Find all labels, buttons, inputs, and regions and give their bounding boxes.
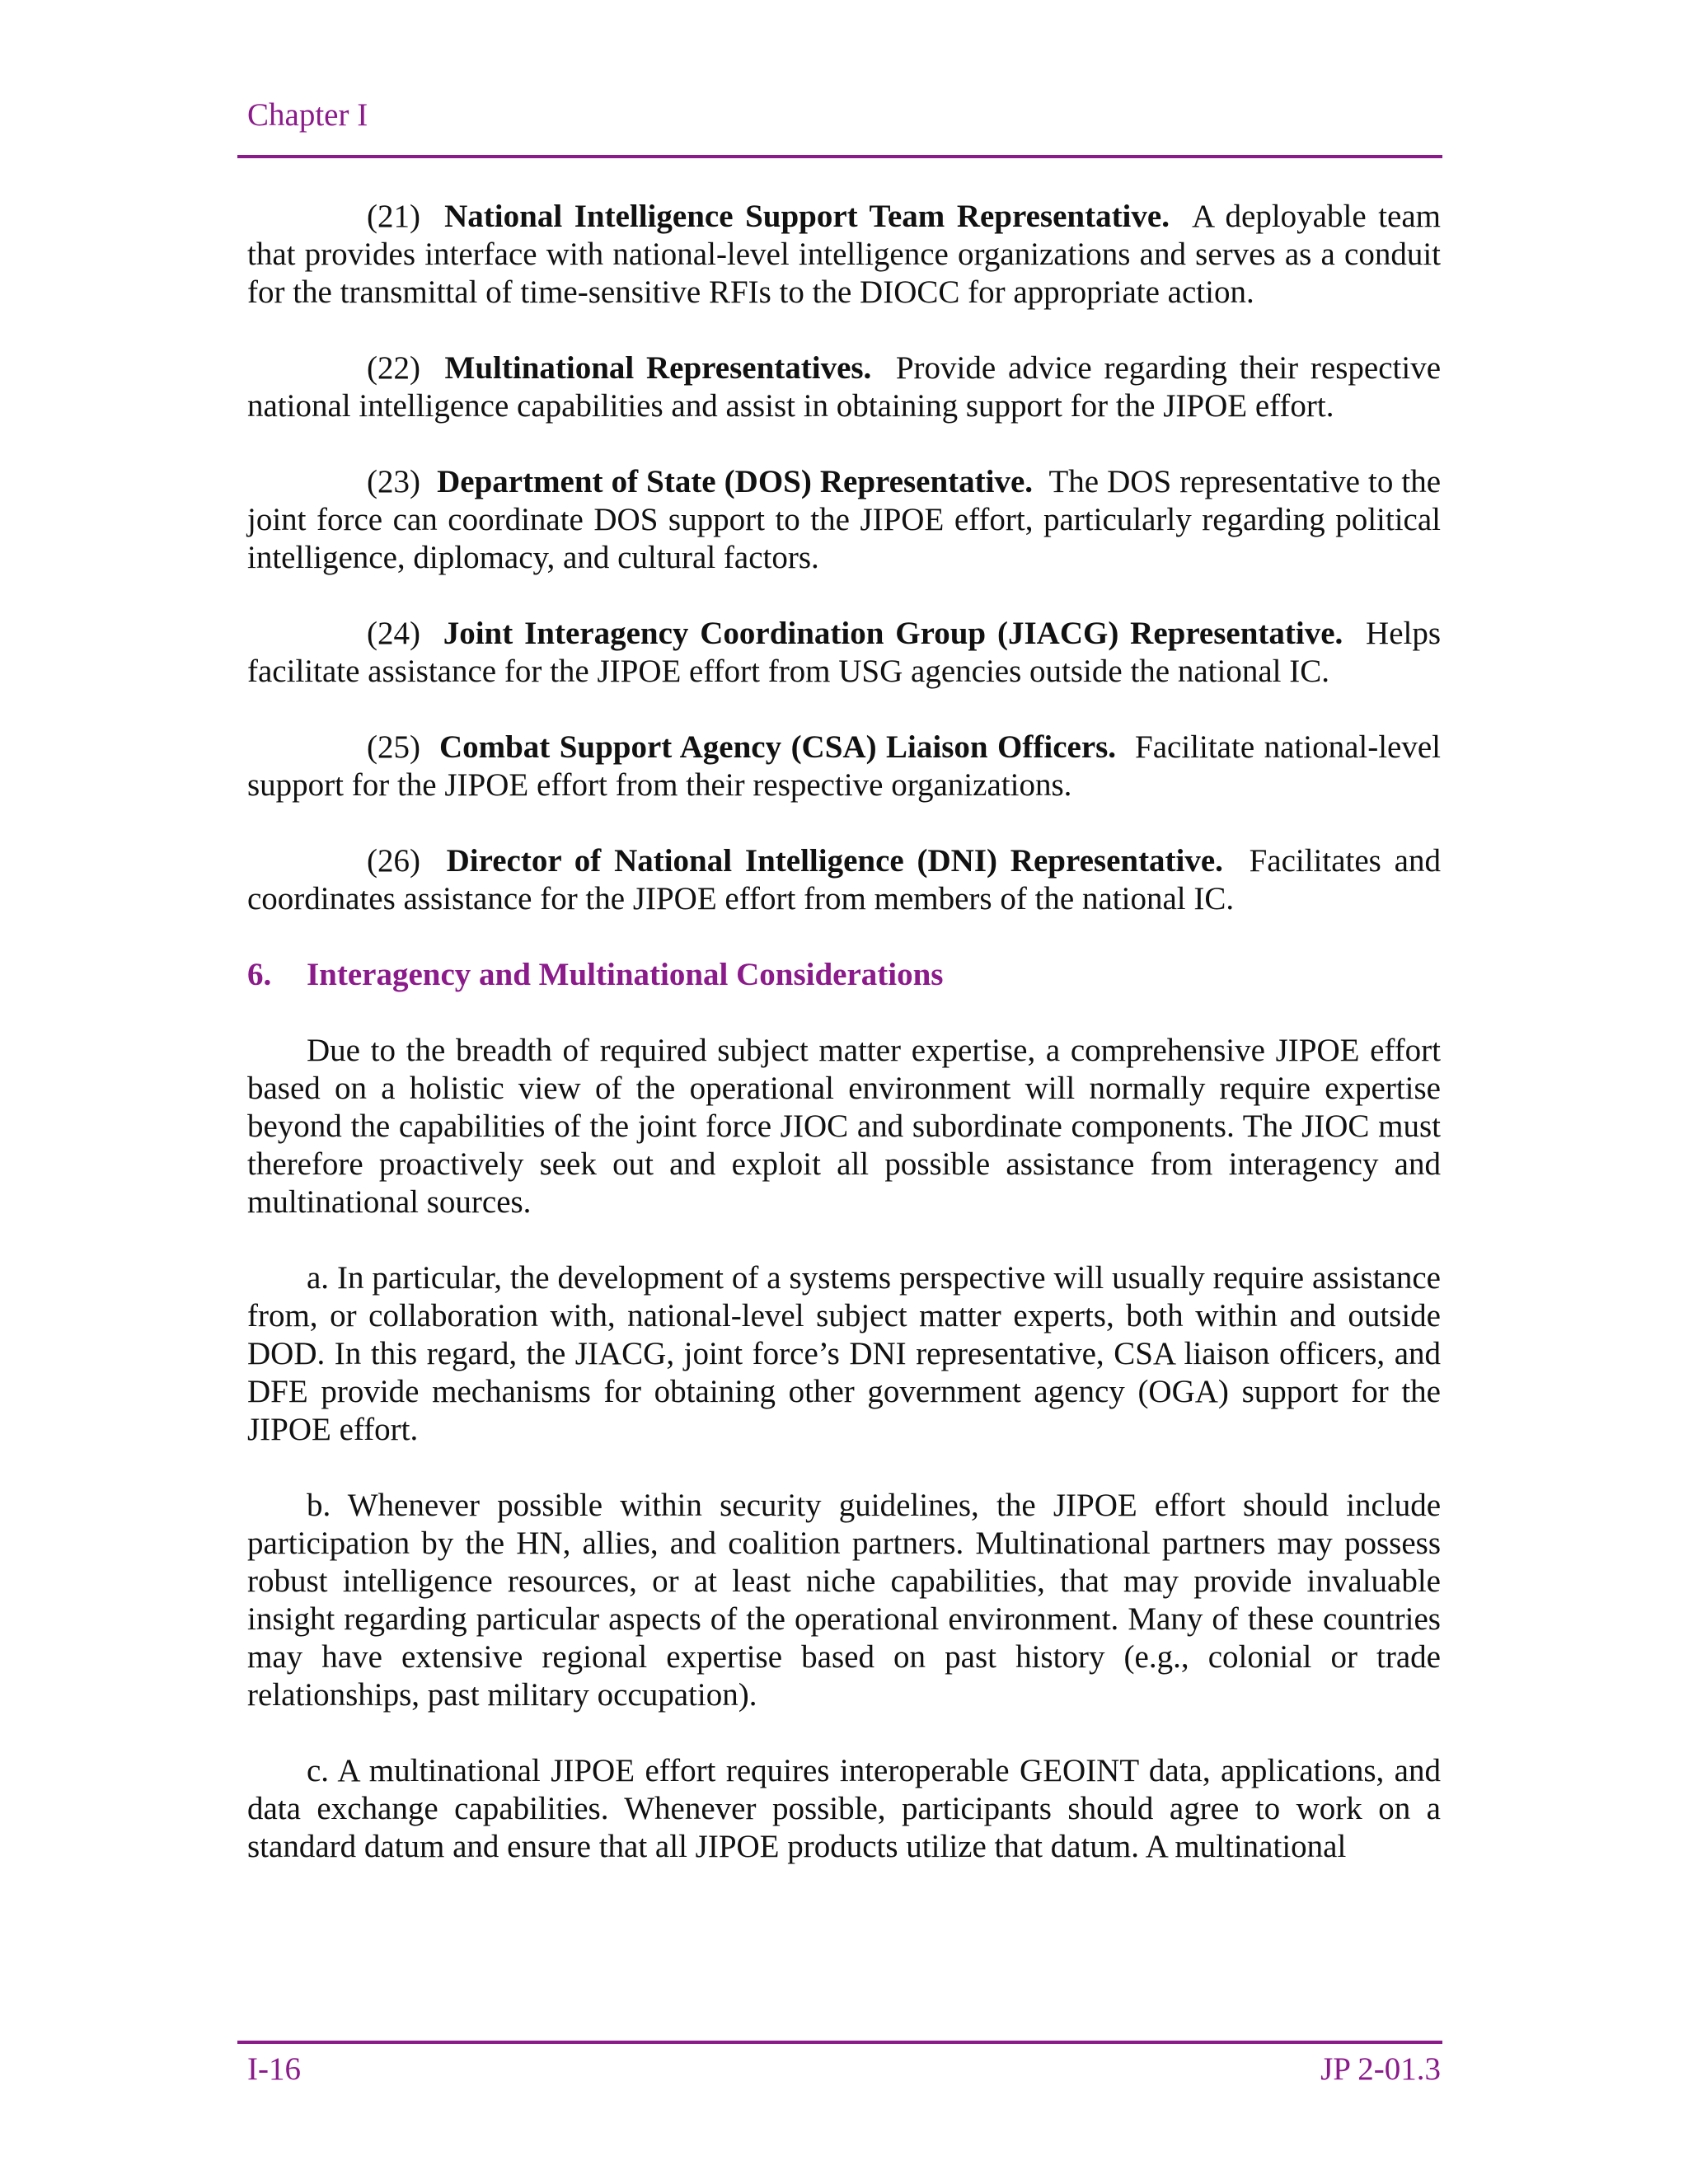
paragraph-number: (21) (367, 199, 420, 234)
paragraph-title: Director of National Intelligence (DNI) Representative. (446, 843, 1223, 879)
subparagraph-b: b. Whenever possible within security guidelines, the JIPOE effort should include participation by the HN, allies, and coalition partners. Multinational partners may possess robust intelligence resources, or at least niche capabilities, that may provide invaluable insight regarding particular aspects of the operational environment. Many of these countries may have extensive regional expertise based on past history (e.g., colonial or trade relationships, past military occupation). (247, 1488, 1441, 1713)
paragraph-title: Combat Support Agency (CSA) Liaison Officers. (438, 729, 1117, 765)
paragraph-title: Multinational Representatives. (444, 350, 872, 386)
publication-id: JP 2-01.3 (1320, 2051, 1441, 2087)
paragraph-text: Helps facilitate assistance for the JIPOE effort from USG agencies outside the national IC. (247, 616, 1442, 689)
paragraph-number: (25) (367, 729, 420, 765)
paragraph-title: Department of State (DOS) Representative. (437, 464, 1034, 499)
chapter-label: Chapter I (247, 97, 368, 133)
header-divider (237, 155, 1442, 158)
page-body (247, 198, 1441, 1904)
footer-divider (237, 2041, 1442, 2044)
paragraph-text: A deployable team that provides interface with national-level intelligence organizations and serves as a conduit for the transmittal of time-sensitive RFIs to the DIOCC for appropriate action. (247, 199, 1442, 310)
subparagraph-c: c. A multinational JIPOE effort requires interoperable GEOINT data, applications, and data exchange capabilities. Whenever possible, participants should agree to work on a standard datum and ensure that all JIPOE products utilize that datum. A multinational (247, 1753, 1441, 1864)
paragraph-title: National Intelligence Support Team Representative. (444, 199, 1170, 234)
paragraph-25 (247, 729, 1441, 804)
paragraph-text: Provide advice regarding their respective national intelligence capabilities and assist in obtaining support for the JIPOE effort. (247, 350, 1442, 424)
section-intro: Due to the breadth of required subject matter expertise, a comprehensive JIPOE effort based on a holistic view of the operational environment will normally require expertise beyond the capabilities of the joint force JIOC and subordinate components. The JIOC must therefore proactively seek out and exploit all possible assistance from interagency and multinational sources. (247, 1033, 1441, 1220)
subparagraph-a: a. In particular, the development of a systems perspective will usually require assistance from, or collaboration with, national-level subject matter experts, both within and outside DOD. In this regard, the JIACG, joint force’s DNI representative, CSA liaison officers, and DFE provide mechanisms for obtaining other government agency (OGA) support for the JIPOE effort. (247, 1260, 1441, 1447)
paragraph-23 (247, 463, 1441, 577)
paragraph-24 (247, 615, 1441, 691)
section-number: 6. (247, 957, 272, 992)
page-number: I-16 (247, 2051, 301, 2087)
paragraph-26 (247, 842, 1441, 918)
paragraph-text: The DOS representative to the joint force can coordinate DOS support to the JIPOE effort, particularly regarding political intelligence, diplomacy, and cultural factors. (247, 464, 1442, 575)
paragraph-21 (247, 198, 1441, 312)
paragraph-number: (22) (367, 350, 420, 386)
paragraph-number: (24) (367, 616, 420, 651)
paragraph-number: (23) (367, 464, 420, 499)
paragraph-text: Facilitates and coordinates assistance for the JIPOE effort from members of the national IC. (247, 843, 1441, 916)
section-title: Interagency and Multinational Considerations (307, 957, 944, 992)
section-heading (247, 956, 1441, 994)
paragraph-text: Facilitate national-level support for the JIPOE effort from their respective organizations. (247, 729, 1442, 803)
paragraph-title: Joint Interagency Coordination Group (JIACG) Representative. (443, 616, 1343, 651)
paragraph-22 (247, 349, 1441, 425)
paragraph-number: (26) (367, 843, 420, 879)
